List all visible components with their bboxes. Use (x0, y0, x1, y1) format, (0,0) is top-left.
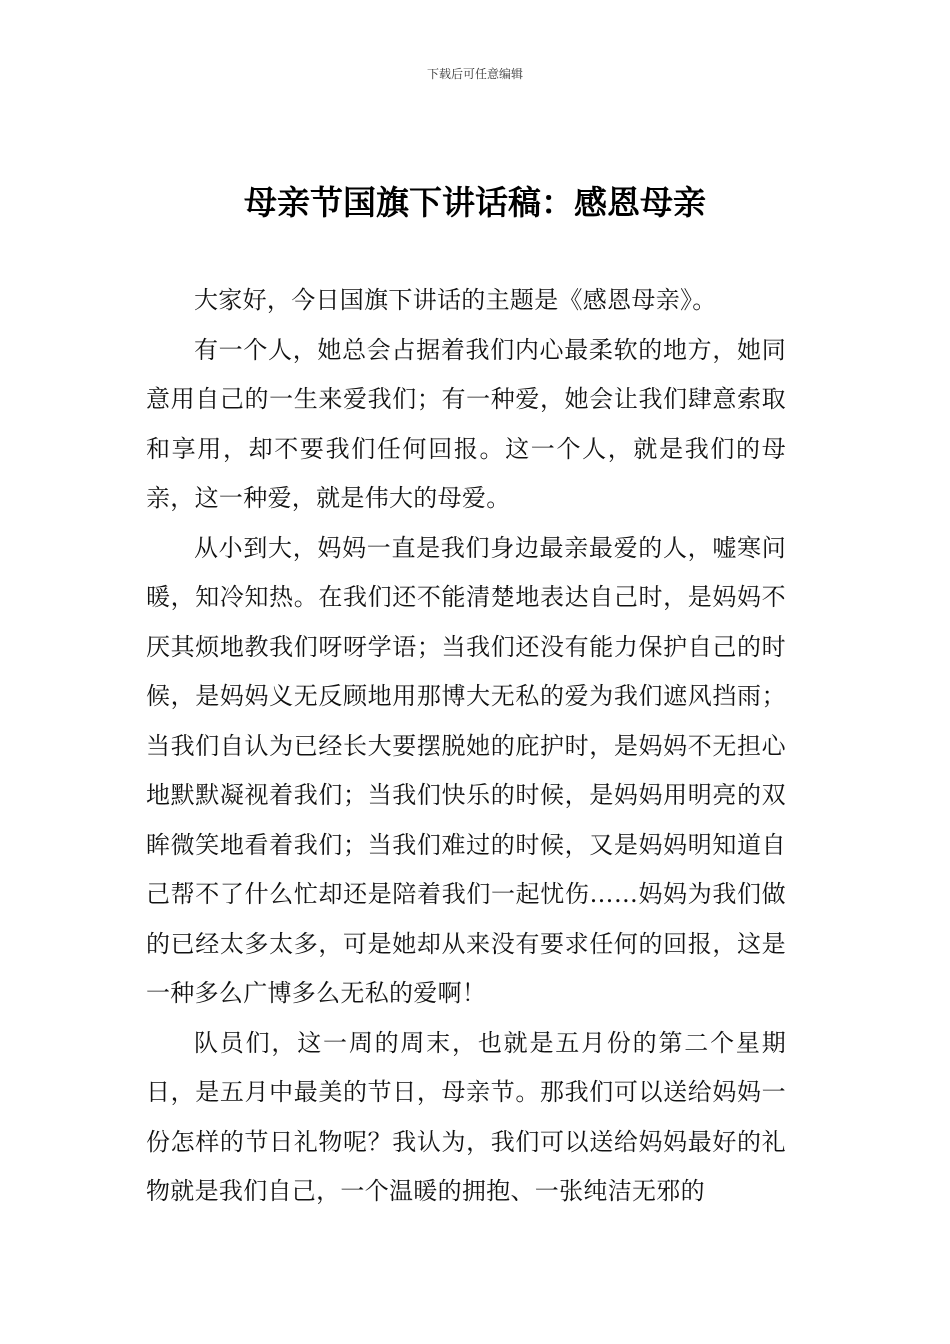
document-body (146, 276, 786, 1217)
header-note: 下载后可任意编辑 (426, 67, 523, 81)
paragraph-greeting: 大家好，今日国旗下讲话的主题是《感恩母亲》。 (194, 286, 717, 314)
paragraph-mother-love: 有一个人，她总会占据着我们内心最柔软的地方，她同意用自己的一生来爱我们；有一种爱，她会让我们肆意索取和享用，却不要我们任何回报。这一个人，就是我们的母亲，这一种爱，就是伟大的母爱。 (146, 335, 786, 512)
document-title: 母亲节国旗下讲话稿：感恩母亲 (244, 183, 706, 222)
paragraph-mothers-day: 队员们，这一周的周末，也就是五月份的第二个星期日，是五月中最美的节日，母亲节。那我们可以送给妈妈一份怎样的节日礼物呢？我认为，我们可以送给妈妈最好的礼物就是我们自己，一个温暖的拥抱、一张纯洁无邪的 (146, 1028, 786, 1205)
paragraph-growing-up: 从小到大，妈妈一直是我们身边最亲最爱的人，嘘寒问暖，知冷知热。在我们还不能清楚地表达自己时，是妈妈不厌其烦地教我们呀呀学语；当我们还没有能力保护自己的时候，是妈妈义无反顾地用那博大无私的爱为我们遮风挡雨；当我们自认为已经长大要摆脱她的庇护时，是妈妈不无担心地默默凝视着我们；当我们快乐的时候，是妈妈用明亮的双眸微笑地看着我们；当我们难过的时候，又是妈妈明知道自己帮不了什么忙却还是陪着我们一起忧伤……妈妈为我们做的已经太多太多，可是她却从来没有要求任何的回报，这是一种多么广博多么无私的爱啊！ (146, 533, 786, 1007)
